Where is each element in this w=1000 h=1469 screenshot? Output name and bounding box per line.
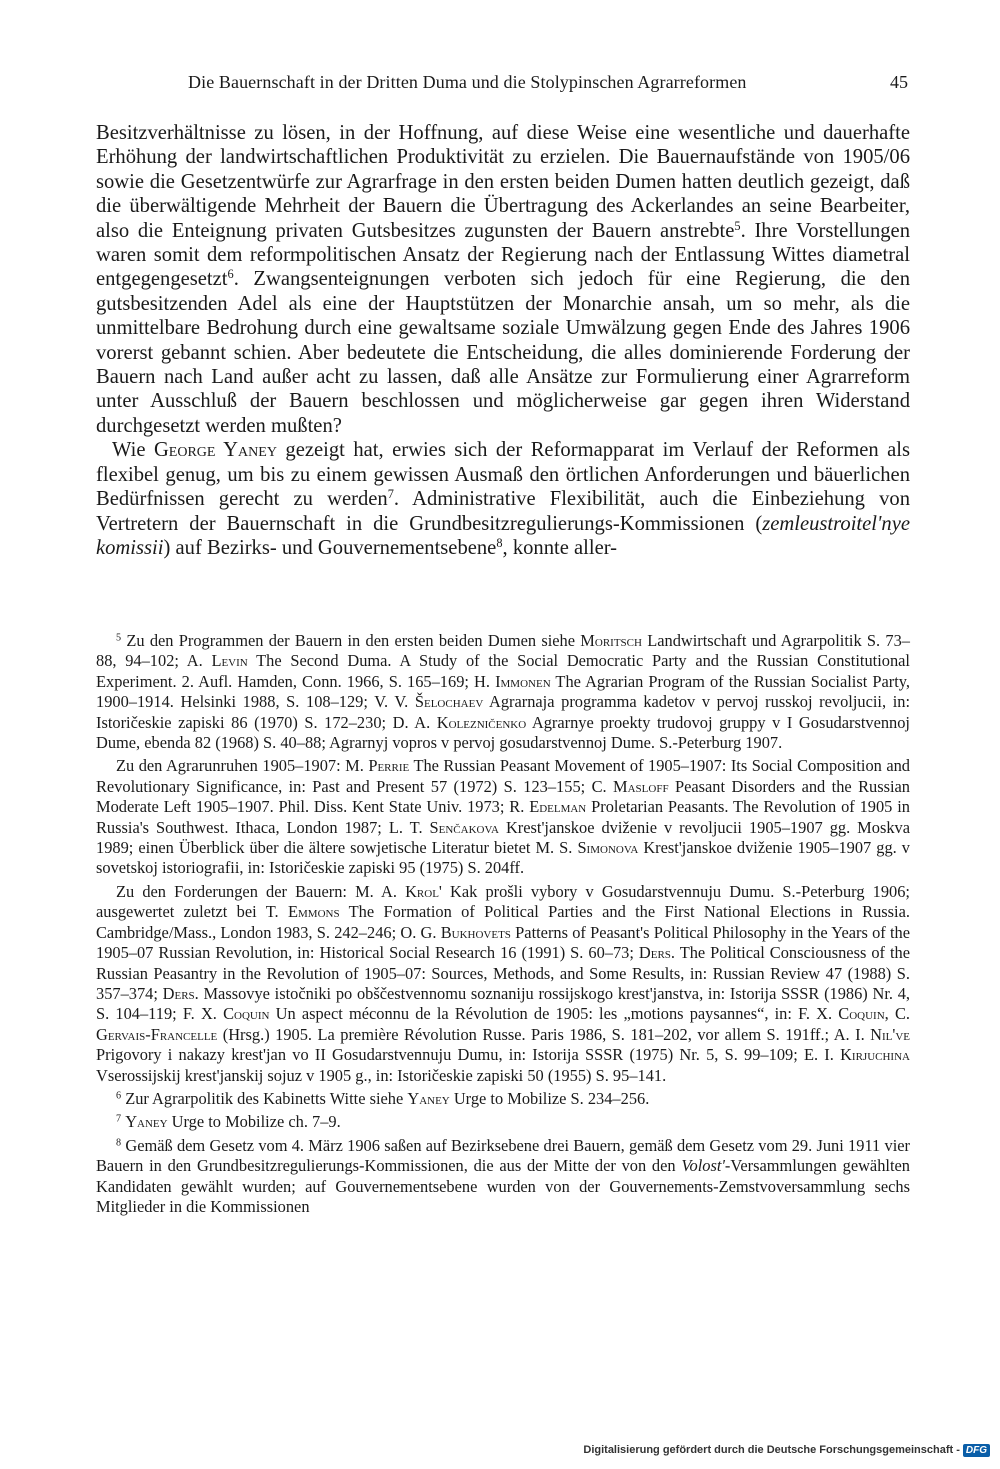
page-number: 45 (890, 72, 908, 92)
dfg-logo-icon: DFG (963, 1444, 990, 1457)
digitization-credit (583, 1441, 990, 1459)
footnote-ref[interactable]: 7 (387, 487, 394, 502)
footnote-5: $^5$ Zu den Programmen der Bauern in den ersten beiden Dumen siehe Moritsch Landwirtschaft und Agrarpolitik S. 73–88, 94–102; A. Levin The Second Duma. A Study of the Social Democratic Party and the Russian Constitutional Experiment. 2. Aufl. Hamden, Conn. 1966, S. 165–169; H. Immonen The Agrarian Program of the Russian Socialist Party, 1900–1914. Helsinki 1988, S. 108–129; V. V. Šelochaev Agrarnaja programma kadetov v pervoj russkoj revoljucii, in: Istoričeskie zapiski 86 (1970) S. 172–230; D. A. Kolezničenko Agrarnye proekty trudovoj gruppy v I Gosudarstvennoj Dume, ebenda 82 (1968) S. 40–88; Agrarnyj vopros v pervoj gosudarstvennoj Dume. S.-Peterburg 1907. (96, 631, 911, 753)
page-header (96, 72, 908, 98)
paragraph: Wie George Yaney gezeigt hat, erwies sich der Reformapparat im Verlauf der Reformen als flexibel genug, um bis zu einem gewissen Ausmaß den örtlichen Anforderungen und bäuerlichen Bedürfnissen gerecht zu werden$^7$. Administrative Flexibilität, auch die Einbeziehung von Vertretern der Bauernschaft in die Grundbesitzregulierungs-Kommissionen (zemleustroitel'nye komissii) auf Bezirks- und Gouvernementsebene$^8$, konnte aller- (96, 439, 910, 559)
footnote-ref[interactable]: 6 (227, 267, 234, 282)
footnote-ref[interactable]: 5 (734, 218, 741, 233)
paragraph: Besitzverhältnisse zu lösen, in der Hoffnung, auf diese Weise eine wesentliche und dauerhafte Erhöhung der landwirtschaftlichen Produktivität zu erzielen. Die Bauernaufstände von 1905/06 sowie die Gesetzentwürfe zur Agrarfrage in den ersten beiden Dumen hatten deutlich gezeigt, daß die überwältigende Mehrheit der Bauern die Übertragung des Ackerlandes an seine Bearbeiter, also die Enteignung privaten Gutsbesitzes zugunsten der Bauern anstrebte$^5$. Ihre Vorstellungen waren somit dem reformpolitischen Ansatz der Regierung nach der Entlassung Wittes diametral entgegengesetzt$^6$. Zwangsenteignungen verboten sich jedoch für eine Regierung, die den gutsbesitzenden Adel als eine der Hauptstützen der Monarchie ansah, um so mehr, als die unmittelbare Bedrohung durch eine gewaltsame soziale Umwälzung gegen Ende des Jahres 1906 vorerst gebannt schien. Aber bedeutete die Entscheidung, die alles dominierende Forderung der Bauern nach Land außer acht zu lassen, daß alle Ansätze zur Formulierung einer Agrarreform unter Ausschluß der Bauern beschlossen und möglicherweise gar gegen ihren Widerstand durchgesetzt werden mußten? (96, 122, 910, 437)
running-title: Die Bauernschaft in der Dritten Duma und die Stolypinschen Agrarreformen (188, 72, 747, 92)
footnotes (96, 631, 910, 1220)
main-text (96, 121, 910, 560)
author-name: George Yaney (153, 439, 277, 462)
russian-term: zemleustroitel'nye komissii (96, 512, 910, 559)
credit-text: Digitalisierung gefördert durch die Deutsche Forschungsgemeinschaft - (583, 1444, 960, 1456)
footnote-mark: 7 (116, 1113, 122, 1125)
footnote-mark: 8 (116, 1137, 122, 1149)
footnote-7: $^7$ Yaney Urge to Mobilize ch. 7–9. (116, 1112, 341, 1132)
footnote-5-continued: Zu den Agrarunruhen 1905–1907: M. Perrie The Russian Peasant Movement of 1905–1907: Its Social Composition and Revolutionary Significance, in: Past and Present 57 (1972) S. 123–155; C. Masloff Peasant Disorders and the Russian Moderate Left 1905–1907. Phil. Diss. Kent State Univ. 1973; R. Edelman Proletarian Peasants. The Revolution of 1905 in Russia's Southwest. Ithaca, London 1987; L. T. Senčakova Krest'janskoe dviženie v revoljucii 1905–1907 gg. Moskva 1989; einen Überblick über die ältere sowjetische Literatur bietet M. S. Simonova Krest'janskoe dviženie 1905–1907 gg. v sovetskoj istoriografii, in: Istoričeskie zapiski 95 (1975) S. 204ff. (96, 756, 911, 878)
footnote-mark: 5 (116, 632, 122, 644)
footnote-5-demands: Zu den Forderungen der Bauern: M. A. Krol' Kak prošli vybory v Gosudarstvennuju Dumu. S.-Peterburg 1906; ausgewertet zuletzt bei T. Emmons The Formation of Political Parties and the First National Elections in Russia. Cambridge/Mass., London 1983, S. 242–246; O. G. Bukhovets Patterns of Peasant's Political Philosophy in the Years of the 1905–07 Russian Revolution, in: Historical Social Research 16 (1991) S. 60–73; Ders. The Political Consciousness of the Russian Peasantry in the Revolution of 1905–07: Sources, Methods, and Some Results, in: Russian Review 47 (1988) S. 357–374; Ders. Massovye istočniki po obščestvennomu soznaniju rossijskogo krest'janstva, in: Istorija SSSR (1986) Nr. 4, S. 104–119; F. X. Coquin Un aspect méconnu de la Révolution de 1905: les „motions paysannes“, in: F. X. Coquin, C. Gervais-Francelle (Hrsg.) 1905. La première Révolution Russe. Paris 1986, S. 181–202, vor allem S. 191ff.; A. I. Nil've Prigovory i nakazy krest'jan vo II Gosudarstvennuju Dumu, in: Istorija SSSR (1975) Nr. 5, S. 99–109; E. I. Kirjuchina Vserossijskij krest'janskij sojuz v 1905 g., in: Istoričeskie zapiski 50 (1955) S. 95–141. (96, 881, 910, 1085)
footnote-mark: 6 (116, 1090, 122, 1102)
footnote-8: $^8$ Gemäß dem Gesetz vom 4. März 1906 saßen auf Bezirksebene drei Bauern, gemäß dem Gesetz vom 29. Juni 1911 vier Bauern in den Grundbesitzregulierungs-Kommissionen, die aus der Mitte der von den Volost'-Versammlungen gewählten Kandidaten gewählt wurden; auf Gouvernementsebene wurden von der Gouvernements-Zemstvoversammlung sechs Mitglieder in die Kommissionen (96, 1135, 910, 1216)
footnote-ref[interactable]: 8 (496, 536, 503, 551)
footnote-6: $^6$ Zur Agrarpolitik des Kabinetts Witte siehe Yaney Urge to Mobilize S. 234–256. (116, 1088, 650, 1108)
